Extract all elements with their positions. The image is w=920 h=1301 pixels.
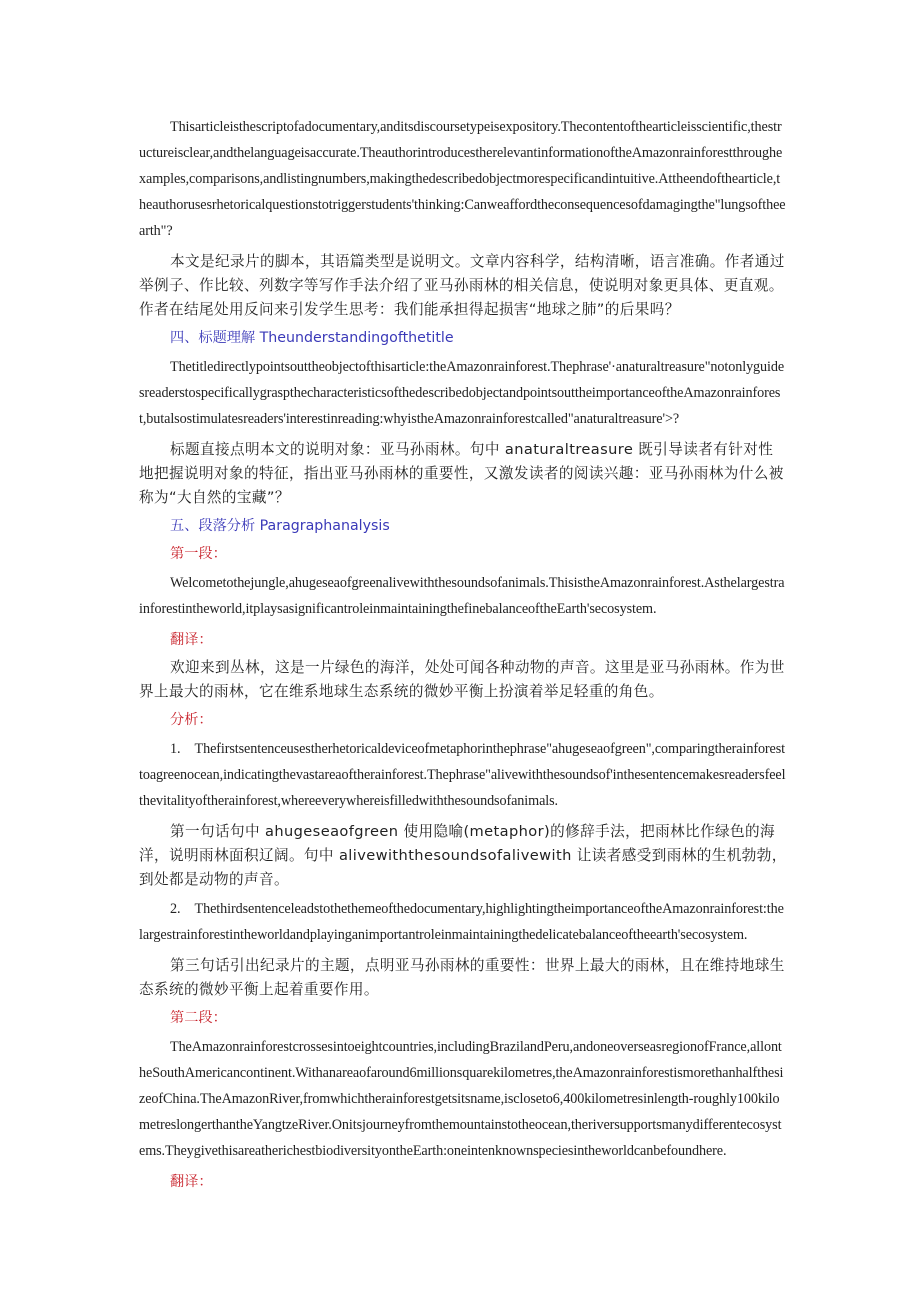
paragraph-two-en: TheAmazonrainforestcrossesintoeightcountries,includingBrazilandPeru,andoneoverseasregionofFrance,allontheSouthAmericancontinent.Withanareaofaround6millionsquarekilometres,theAmazonrainforestismorethanhalfthesizeofChina.TheAmazonRiver,fromwhichtherainforestgetsitsname,isclosetо6,400kilometresinlength-roughly100kilometreslongerthantheYangtzeRiver.Onitsjourneyfromthemountainstotheocean,theriversupportsmanydifferentecosystems.TheygivethisareatherichestbiodiversityontheEarth:oneintenknownspeciesintheworldcanbefoundhere. [139,1039,784,1159]
analysis-two-en: 2. Thethirdsentenceleadstothethemeofthedocumentary,highlightingtheimportanceoftheAmazonrainforest:thelargestrainforestintheworldandplayinganimportantroleinmaintainingthedelicatebalanceoftheearth'secosystem. [139,901,784,943]
paragraph-one-translation: 欢迎来到丛林，这是一片绿色的海洋，处处可闻各种动物的声音。这里是亚马孙雨林。作为世界上最大的雨林，它在维系地球生态系统的微妙平衡上扮演着举足轻重的角色。 [139,659,785,700]
paragraph-one-en: Welcometothejungle,ahugeseaofgreenalivewiththesoundsofanimals.ThisistheAmazonrainforest.Asthelargestrainforestintheworld,itplaysasignificantroleinmaintainingthefinebalanceoftheEarth'secosystem. [139,575,785,617]
title-paragraph-zh: 标题直接点明本文的说明对象：亚马孙雨林。句中 anaturaltreasure 既引导读者有针对性地把握说明对象的特征，指出亚马孙雨林的重要性，又激发读者的阅读兴趣：亚马孙雨林为什么被称为“大自然的宝藏”？ [139,441,784,506]
section-heading-title: 四、标题理解 Theunderstandingofthetitle [170,330,454,346]
label-translation-one: 翻译： [170,632,213,648]
analysis-one-zh: 第一句话句中 ahugeseaofgreen 使用隐喻(metaphor)的修辞手法，把雨林比作绿色的海洋，说明雨林面积辽阔。句中 alivewiththesoundsofalivewith 让读者感受到雨林的生机勃勃，到处都是动物的声音。 [139,823,787,888]
title-paragraph-en: Thetitledirectlypointsouttheobjectofthisarticle:theAmazonrainforest.Thephrase'·anaturaltreasure"notonlyguidesreaderstospecificallygraspthecharacteristicsofthedescribedobjectandpointsouttheimportanceoftheAmazonrainforest,butalsostimulatesreaders'interestinreading:whyistheAmazonrainforestcalled"anaturaltreasure'>? [139,359,785,427]
label-analysis: 分析： [170,712,213,728]
text-column [139,114,787,1198]
section-heading-paragraph: 五、段落分析 Paragraphanalysis [170,518,390,534]
label-translation-two: 翻译： [170,1174,213,1190]
intro-paragraph-zh: 本文是纪录片的脚本，其语篇类型是说明文。文章内容科学，结构清晰，语言准确。作者通过举例子、作比较、列数字等写作手法介绍了亚马孙雨林的相关信息，使说明对象更具体、更直观。作者在结尾处用反问来引发学生思考：我们能承担得起损害“地球之肺”的后果吗？ [139,253,785,318]
analysis-one-en: 1. Thefirstsentenceusestherhetoricaldeviceofmetaphorinthephrase"ahugeseaofgreen",comparingtherainforesttoagreenocean,indicatingthevastareaoftherainforest.Thephrase"alivewiththesoundsof'inthesentencemakesreadersfeelthevitalityoftherainforest,whereeverywhereisfilledwiththesoundsofanimals. [139,741,786,809]
label-paragraph-two: 第二段： [170,1010,227,1026]
label-paragraph-one: 第一段： [170,546,227,562]
analysis-two-zh: 第三句话引出纪录片的主题，点明亚马孙雨林的重要性：世界上最大的雨林，且在维持地球生态系统的微妙平衡上起着重要作用。 [139,957,785,998]
intro-paragraph-en: Thisarticleisthescriptofadocumentary,anditsdiscoursetypeisexpository.Thecontentofthearticleisscientific,thestructureisclear,andthelanguageisaccurate.TheauthorintroducestherelevantinformationoftheAmazonrainforestthroughexamples,comparisons,andlistingnumbers,makingthedescribedobjectmorespecificandintuitive.Attheendofthearticle,theauthorusesrhetoricalquestionstotriggerstudents'thinking:Canweaffordtheconsequencesofdamagingthe"lungsoftheearth"? [139,119,786,239]
